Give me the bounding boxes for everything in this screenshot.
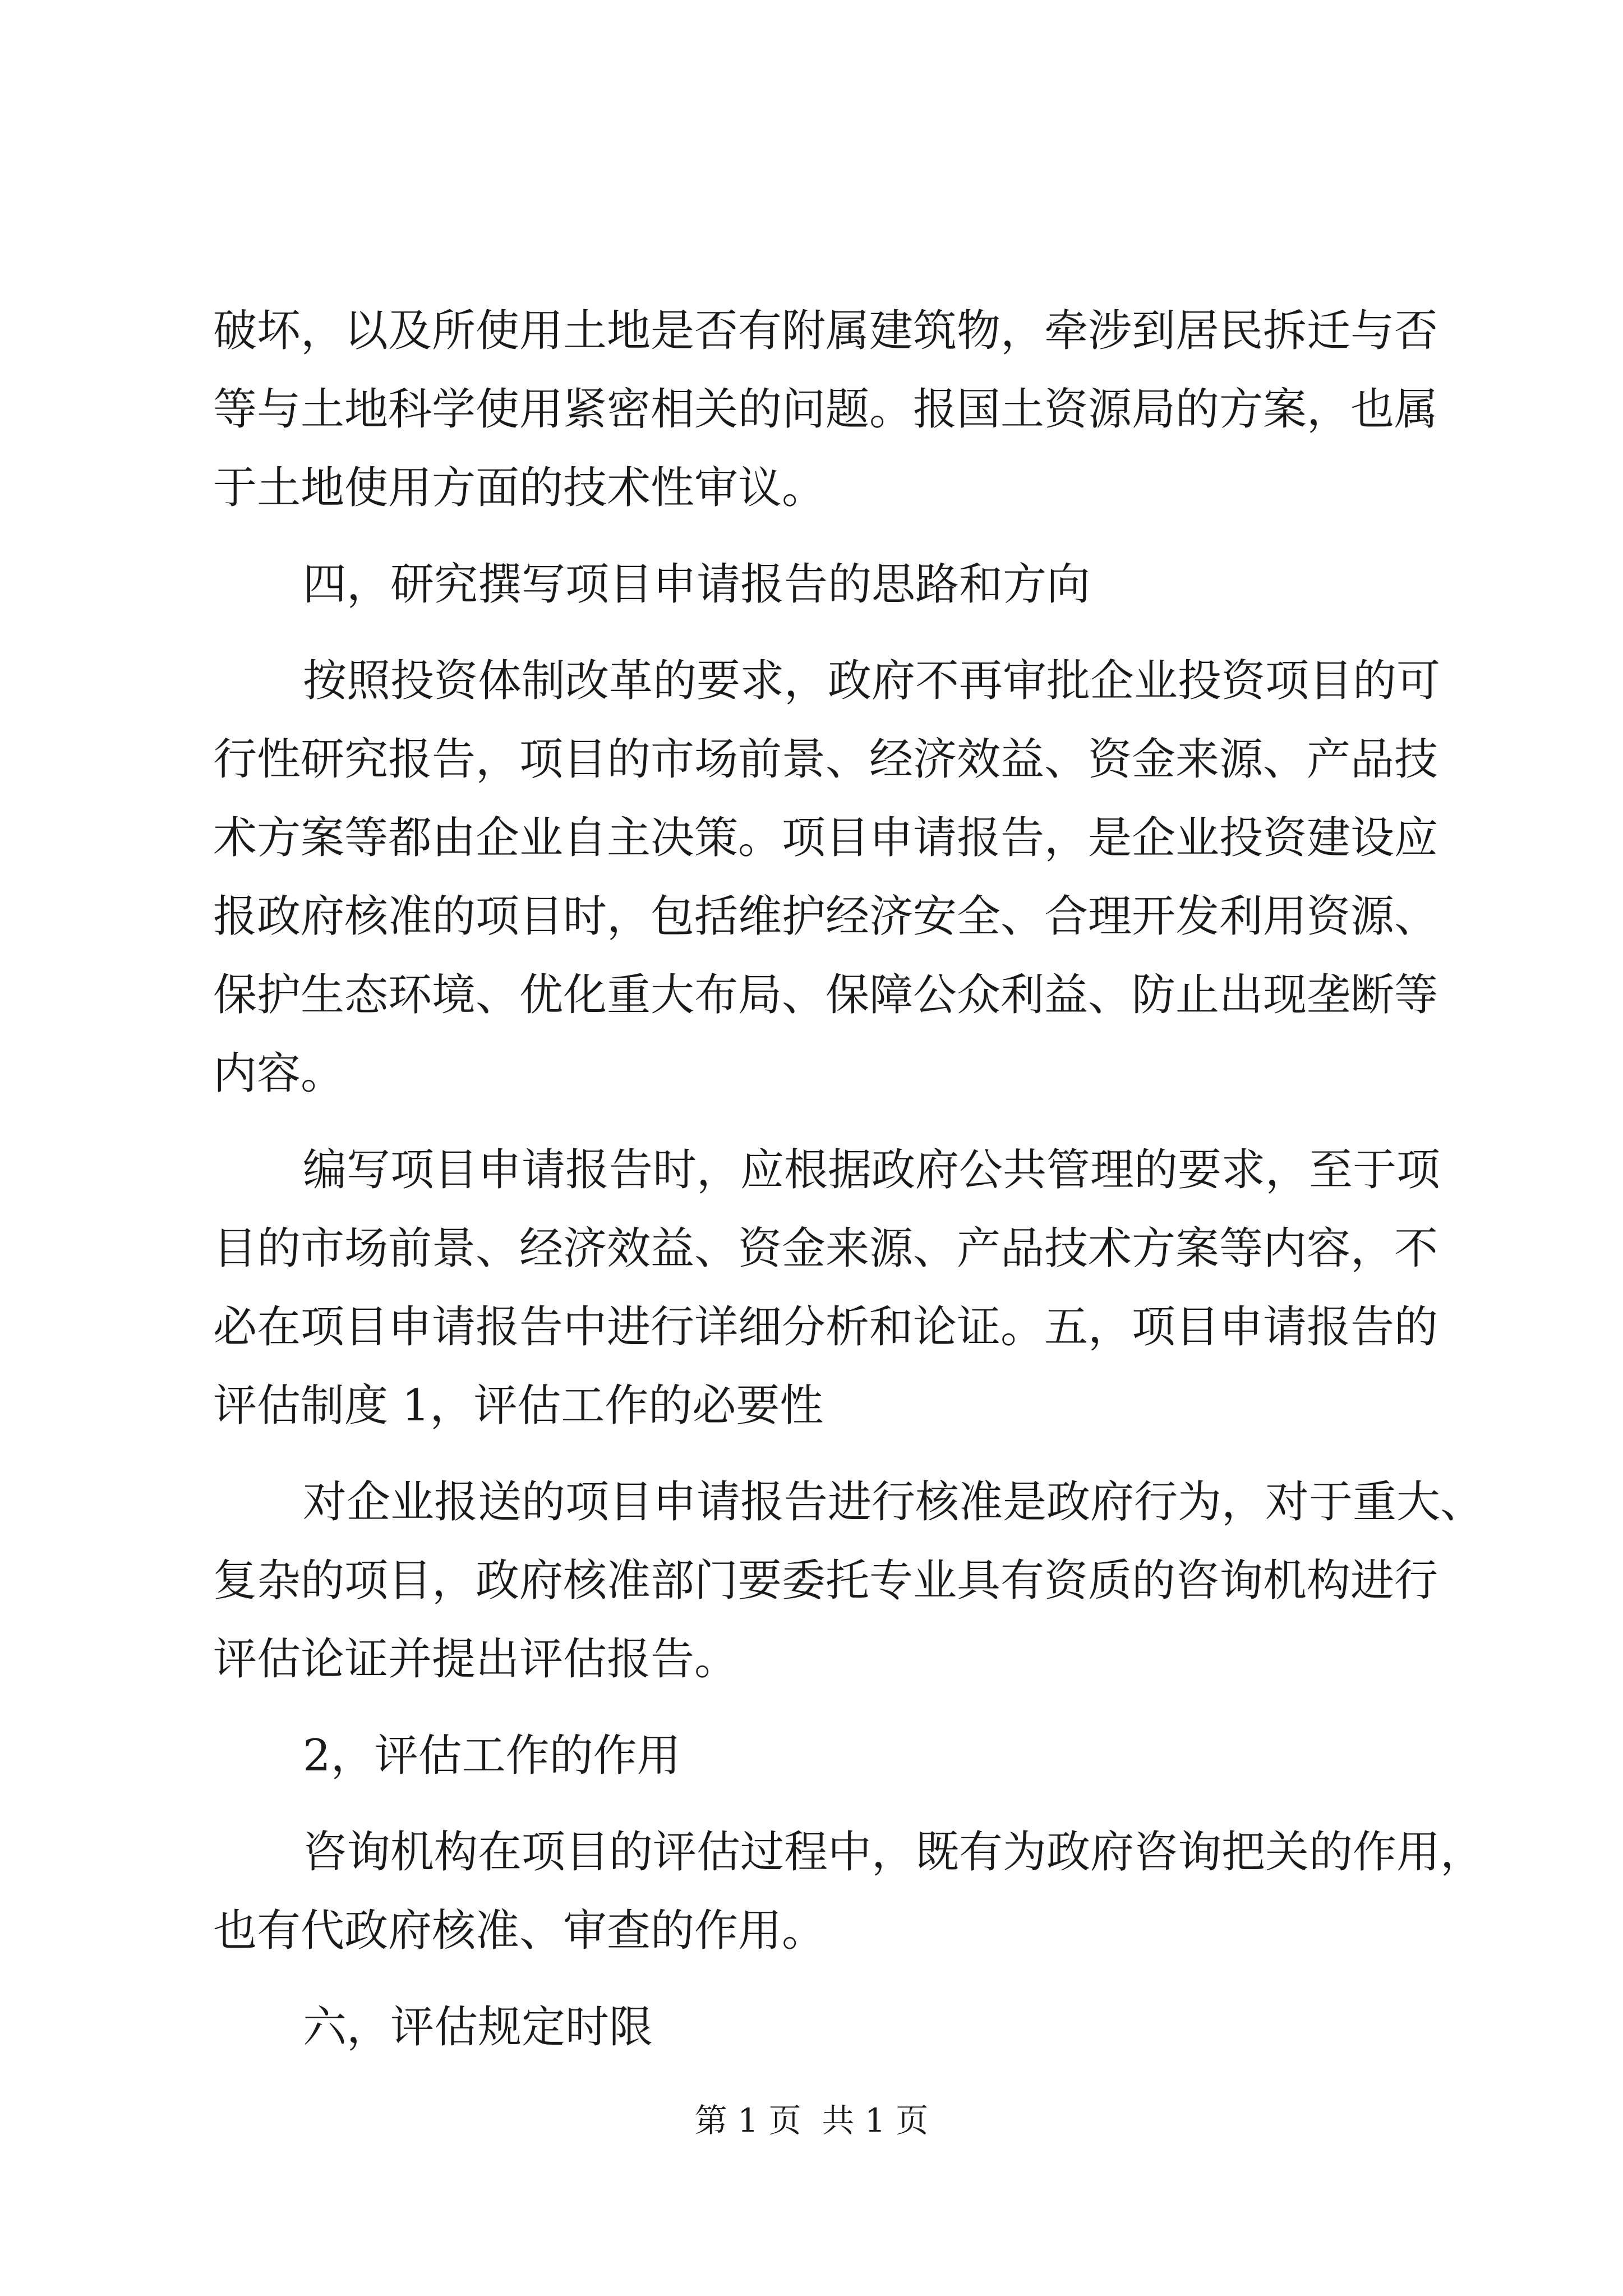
text-line: 按照投资体制改革的要求，政府不再审批企业投资项目的可 [303,656,1441,706]
text-line: 术方案等都由企业自主决策。项目申请报告，是企业投资建设应 [213,813,1438,863]
section-heading: 四，研究撰写项目申请报告的思路和方向 [303,559,1091,610]
text-line: 评估制度 1，评估工作的必要性 [213,1381,824,1431]
section-heading: 2，评估工作的作用 [303,1731,681,1781]
text-line: 行性研究报告，项目的市场前景、经济效益、资金来源、产品技 [213,734,1438,785]
text-line: 保护生态环境、优化重大布局、保障公众利益、防止出现垄断等 [213,970,1438,1020]
text-line: 等与土地科学使用紧密相关的问题。报国土资源局的方案，也属 [213,384,1438,435]
text-line: 目的市场前景、经济效益、资金来源、产品技术方案等内容，不 [213,1223,1438,1274]
text-line: 破坏，以及所使用土地是否有附属建筑物，牵涉到居民拆迁与否 [213,306,1438,356]
text-line: 复杂的项目，政府核准部门要委托专业具有资质的咨询机构进行 [213,1556,1438,1606]
text-line: 对企业报送的项目申请报告进行核准是政府行为，对于重大、 [303,1477,1484,1527]
text-line: 报政府核准的项目时，包括维护经济安全、合理开发利用资源、 [213,891,1438,942]
text-line: 也有代政府核准、审查的作用。 [213,1906,826,1956]
page-number: 第 1 页 共 1 页 [694,2101,929,2139]
section-heading: 六，评估规定时限 [303,2002,653,2053]
text-line: 咨询机构在项目的评估过程中，既有为政府咨询把关的作用， [303,1827,1484,1878]
text-line: 必在项目申请报告中进行详细分析和论证。五，项目申请报告的 [213,1302,1438,1352]
document-body [213,292,1484,2067]
text-line: 于土地使用方面的技术性审议。 [213,463,826,513]
page-footer [0,2098,1623,2143]
text-line: 评估论证并提出评估报告。 [213,1634,739,1685]
text-line: 内容。 [213,1048,345,1099]
text-line: 编写项目申请报告时，应根据政府公共管理的要求，至于项 [303,1145,1441,1195]
